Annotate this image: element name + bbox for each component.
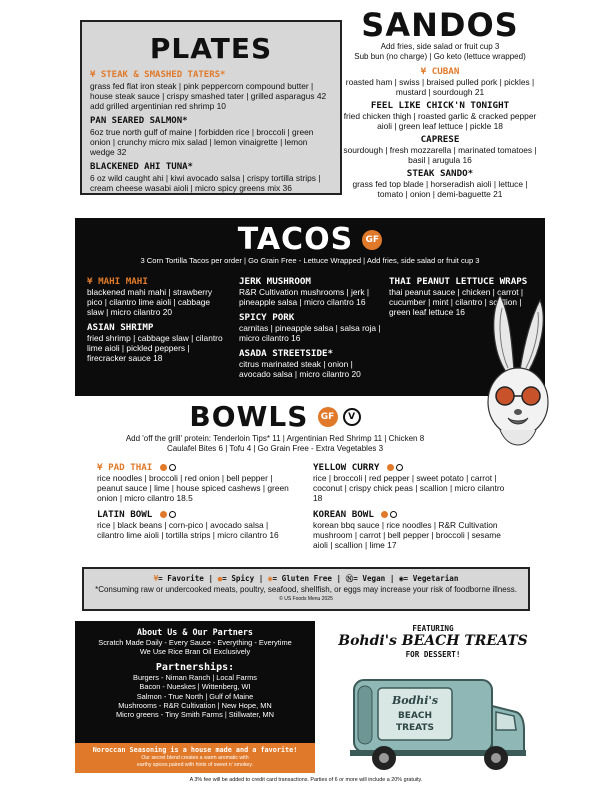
item-name bbox=[313, 462, 509, 473]
bowls-subtitle-line: Caulafel Bites 6 | Tofu 4 | Go Grain Free - Extra Vegetables 3 bbox=[166, 444, 384, 453]
item-desc: rice | broccoli | red pepper | sweet potato | carrot | coconut | crispy chick peas | scallion | micro cilantro 18 bbox=[313, 473, 505, 503]
gluten-free-icon: ◉ bbox=[267, 574, 273, 583]
vegan-icon bbox=[390, 511, 397, 518]
menu-item bbox=[239, 312, 381, 343]
item-name: ¥ STEAK & SMASHED TATERS* bbox=[90, 70, 226, 80]
item-desc: fried shrimp | cabbage slaw | cilantro lime aioli | pickled peppers | firecracker sauce 18 bbox=[87, 333, 223, 363]
item-name-text: YELLOW CURRY bbox=[313, 462, 380, 473]
tacos-subtitle: 3 Corn Tortilla Tacos per order | Go Grain Free - Lettuce Wrapped | Add fries, side salad or fruit cup 3 bbox=[140, 256, 480, 265]
menu-item bbox=[313, 509, 509, 550]
menu-item bbox=[340, 134, 540, 165]
item-desc: korean bbq sauce | rice noodles | R&R Cultivation mushroom | carrot | bell pepper | broccoli | sesame aioli | scallion | lime 17 bbox=[313, 520, 501, 550]
tacos-section bbox=[75, 218, 545, 396]
item-name bbox=[97, 462, 289, 473]
partner-line: Mushrooms - R&R Cultivation | New Hope, MN bbox=[118, 701, 272, 711]
partner-line: Salmon - True North | Gulf of Maine bbox=[136, 691, 254, 701]
seasoning-desc-line: Our secret blend creates a warm aromatic with bbox=[141, 755, 249, 761]
sandos-subtitle-line: Sub bun (no charge) | Go keto (lettuce wrapped) bbox=[354, 52, 526, 61]
legend-gluten-free: = Gluten Free bbox=[272, 574, 332, 583]
plates-section bbox=[80, 20, 342, 195]
bowls-subtitle bbox=[75, 434, 475, 454]
menu-item bbox=[239, 348, 381, 379]
tacos-column-2 bbox=[239, 276, 381, 384]
item-name bbox=[97, 509, 289, 520]
sandos-section bbox=[340, 8, 540, 202]
item-name: THAI PEANUT LETTUCE WRAPS bbox=[389, 276, 528, 287]
item-name: STEAK SANDO* bbox=[406, 168, 474, 179]
item-desc: rice | black beans | corn-pico | avocado salsa | cilantro lime aioli | tortilla strips | micro cilantro 16 bbox=[97, 520, 279, 540]
item-name: PAN SEARED SALMON* bbox=[90, 116, 188, 126]
about-section bbox=[75, 621, 315, 773]
sandos-title: SANDOS bbox=[361, 6, 519, 44]
vegetarian-icon: ◉ bbox=[398, 574, 404, 583]
item-desc: R&R Cultivation mushrooms | jerk | pineapple salsa | micro cilantro 16 bbox=[239, 287, 370, 307]
partner-line: Bacon - Nueskes | Wittenberg, WI bbox=[139, 682, 251, 692]
tacos-column-1 bbox=[87, 276, 229, 368]
item-desc: fried chicken thigh | roasted garlic & cracked pepper aioli | green leaf lettuce | pickle 18 bbox=[343, 111, 537, 131]
bodhi-section bbox=[322, 624, 544, 659]
bowls-column-2 bbox=[313, 462, 509, 556]
legend-line: ¥= Favorite | ●= Spicy | ◉= Gluten Free | Ⓝ= Vegan | ◉= Vegetarian bbox=[153, 574, 459, 583]
item-name: CAPRESE bbox=[420, 134, 460, 145]
menu-item bbox=[97, 509, 289, 540]
item-name-text: ¥ PAD THAI bbox=[97, 462, 153, 473]
legend-favorite: = Favorite bbox=[158, 574, 204, 583]
item-name: JERK MUSHROOM bbox=[239, 276, 311, 287]
about-line: Scratch Made Daily - Every Sauce - Everything - Everytime bbox=[98, 638, 292, 647]
fee-notice: A 3% fee will be added to credit card transactions. Parties of 6 or more will include a 20% gratuity. bbox=[189, 777, 423, 783]
menu-item bbox=[90, 116, 332, 157]
item-desc: sourdough | fresh mozzarella | marinated tomatoes | basil | arugula 16 bbox=[343, 145, 537, 165]
item-desc: blackened mahi mahi | strawberry pico | cilantro lime aioli | cabbage slaw | micro cilantro 20 bbox=[87, 287, 213, 317]
item-desc: thai peanut sauce | chicken | carrot | cucumber | mint | cilantro | scallion | green leaf lettuce 16 bbox=[389, 287, 524, 317]
partner-line: Burgers - Niman Ranch | Local Farms bbox=[133, 672, 257, 682]
bowls-subtitle-line: Add 'off the grill' protein: Tenderloin Tips* 11 | Argentinian Red Shrimp 11 | Chicken 8 bbox=[125, 434, 425, 443]
about-line: We Use Rice Bran Oil Exclusively bbox=[139, 647, 251, 657]
item-desc: rice noodles | broccoli | red onion | bell pepper | peanut sauce | lime | house spiced cashews | green onion | micro cilantro 18.5 bbox=[97, 473, 289, 503]
item-name-text: KOREAN BOWL bbox=[313, 509, 374, 520]
menu-item bbox=[313, 462, 509, 503]
dessert-label: FOR DESSERT! bbox=[405, 650, 461, 659]
legend-vegan: = Vegan bbox=[353, 574, 386, 583]
item-desc: 6 oz wild caught ahi | kiwi avocado salsa | crispy tortilla strips | cream cheese wasabi aioli | micro spicy greens mix 36 bbox=[90, 173, 321, 193]
vegan-badge: V bbox=[343, 408, 361, 426]
chili-pepper-icon: ● bbox=[217, 574, 223, 583]
favorite-icon: ¥ bbox=[153, 574, 159, 583]
item-name: SPICY PORK bbox=[239, 312, 295, 323]
seasoning-desc bbox=[75, 755, 315, 768]
seasoning-title: Noroccan Seasoning is a house made and a favorite! bbox=[92, 746, 298, 754]
vegan-icon bbox=[169, 511, 176, 518]
bodhi-title: Bohdi's BEACH TREATS bbox=[338, 633, 528, 649]
item-desc: 6oz true north gulf of maine | forbidden rice | broccoli | green onion | crunchy micro mix salad | lemon vinaigrette | lemon wedge 32 bbox=[90, 127, 314, 157]
item-desc: citrus marinated steak | onion | avocado salsa | micro cilantro 20 bbox=[239, 359, 361, 379]
gluten-free-badge: GF bbox=[362, 230, 382, 250]
item-name: BLACKENED AHI TUNA* bbox=[90, 162, 193, 172]
item-desc: carnitas | pineapple salsa | salsa roja | micro cilantro 16 bbox=[239, 323, 381, 343]
tacos-title: TACOS bbox=[237, 222, 354, 257]
bowls-section bbox=[75, 400, 505, 550]
gluten-free-icon bbox=[381, 511, 388, 518]
vegan-icon bbox=[169, 464, 176, 471]
menu-item bbox=[90, 162, 332, 193]
gluten-free-icon bbox=[160, 511, 167, 518]
item-name: ASADA STREETSIDE* bbox=[239, 348, 334, 359]
item-name bbox=[313, 509, 509, 520]
menu-item bbox=[340, 168, 540, 199]
partner-line: Micro greens - Tiny Smith Farms | Stillwater, MN bbox=[116, 710, 274, 720]
sandos-subtitle-line: Add fries, side salad or fruit cup 3 bbox=[380, 42, 500, 51]
legend-vegetarian: = Vegetarian bbox=[403, 574, 459, 583]
gluten-free-icon bbox=[387, 464, 394, 471]
food-safety-warning: *Consuming raw or undercooked meats, poultry, seafood, shellfish, or eggs may increase your risk of foodborne illness. bbox=[95, 585, 517, 594]
featuring-label: FEATURING bbox=[412, 624, 454, 633]
bowls-header bbox=[75, 402, 475, 432]
item-name: ASIAN SHRIMP bbox=[87, 322, 154, 333]
about-title: About Us & Our Partners bbox=[137, 627, 253, 637]
food-truck-illustration bbox=[348, 666, 526, 776]
item-name: FEEL LIKE CHICK'N TONIGHT bbox=[370, 100, 510, 111]
menu-item bbox=[239, 276, 381, 307]
copyright: © US Foods Menu 2025 bbox=[279, 596, 333, 602]
truck-sign-line-1: Bodhi's bbox=[391, 694, 439, 707]
item-name-text: LATIN BOWL bbox=[97, 509, 153, 520]
item-name: ¥ CUBAN bbox=[420, 66, 460, 77]
vegan-icon: Ⓝ bbox=[345, 574, 354, 583]
tacos-header bbox=[85, 224, 535, 256]
plates-title: PLATES bbox=[149, 32, 273, 65]
truck-sign-line-2: BEACH bbox=[397, 711, 433, 721]
legend-section bbox=[82, 567, 530, 611]
menu-item bbox=[97, 462, 289, 503]
vegan-icon bbox=[396, 464, 403, 471]
bowls-title: BOWLS bbox=[189, 400, 309, 433]
item-desc: grass fed flat iron steak | pink peppercorn compound butter | house steak sauce | crispy smashed tater | grilled asparagus 42 add grilled argentinian red shrimp 10 bbox=[90, 81, 327, 111]
menu-item bbox=[340, 100, 540, 131]
menu-item bbox=[87, 276, 229, 317]
seasoning-banner bbox=[75, 743, 315, 773]
menu-item bbox=[90, 70, 332, 111]
bowls-column-1 bbox=[97, 462, 289, 546]
gluten-free-icon bbox=[160, 464, 167, 471]
rabbit-illustration bbox=[478, 290, 558, 465]
menu-item bbox=[340, 66, 540, 97]
legend-spicy: = Spicy bbox=[222, 574, 255, 583]
item-desc: grass fed top blade | horseradish aioli | lettuce | tomato | onion | demi-baguette 21 bbox=[352, 179, 528, 199]
seasoning-desc-line: earthy spices paired with hints of sweet n' smokey. bbox=[137, 761, 253, 768]
menu-item bbox=[87, 322, 229, 363]
gluten-free-badge: GF bbox=[318, 407, 338, 427]
item-desc: roasted ham | swiss | braised pulled pork | pickles | mustard | sourdough 21 bbox=[345, 77, 535, 97]
truck-sign-line-3: TREATS bbox=[395, 723, 435, 733]
item-name: ¥ MAHI MAHI bbox=[87, 276, 148, 287]
sandos-subtitle bbox=[340, 42, 540, 62]
partners-title: Partnerships: bbox=[155, 661, 235, 673]
